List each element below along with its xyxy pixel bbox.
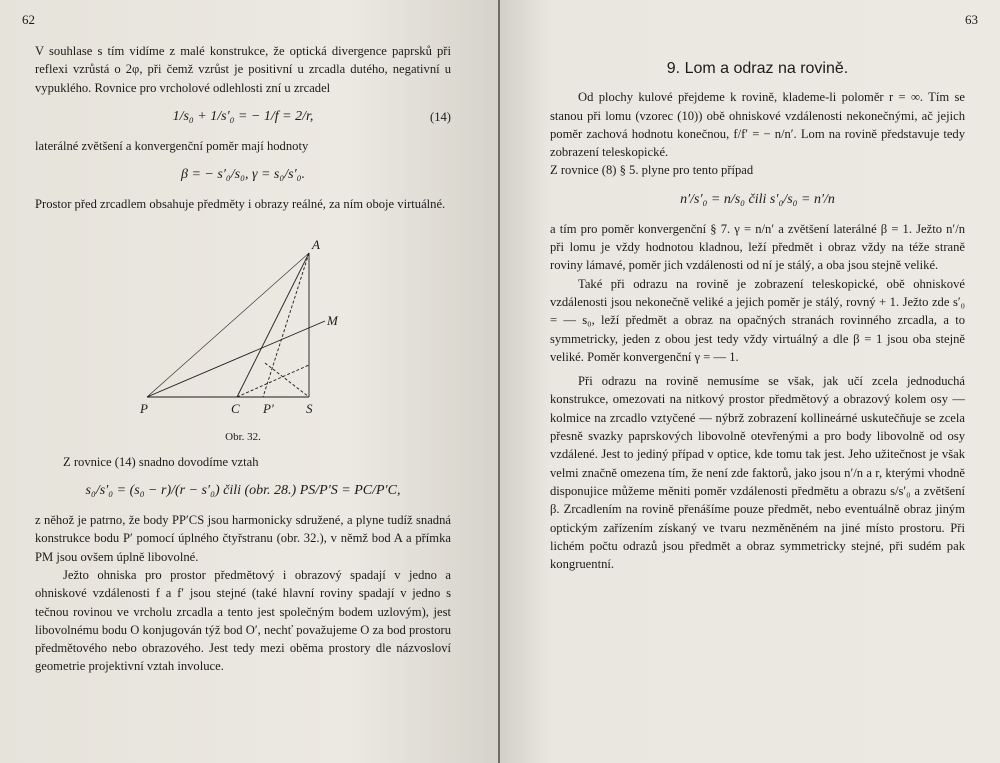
paragraph: a tím pro poměr konvergenční § 7. γ = n/n′ a zvětšení laterálné β = 1. Ježto n′/n při lomu je vždy hodnotou kladnou, leží předmět i obraz vždy na téže straně roviny lámavé, poměr jich vzdálenosti od ní je stálý, a oba jsou stejně veliké. xyxy=(550,221,965,273)
paragraph: laterálné zvětšení a konvergenční poměr mají hodnoty xyxy=(35,138,309,153)
line-dashed-2 xyxy=(237,365,309,397)
equation-14 xyxy=(35,100,451,134)
label-A: A xyxy=(312,237,320,253)
paragraph: Od plochy kulové přejdeme k rovině, klademe-li poloměr r = ∞. Tím se stanou při lomu (vzorec (10)) obě ohniskové vzdálenosti nekonečnými, ač jejich poměr zachová hodnotu konečnou, f/f′ = − n/n′. Lom na rovině představuje tedy zobrazení teleskopické. xyxy=(550,90,965,160)
equation-plane-refraction xyxy=(550,183,965,217)
left-page xyxy=(0,0,498,763)
figure-diagram xyxy=(35,213,451,428)
equation-harmonic xyxy=(35,474,451,508)
page-number: 62 xyxy=(22,12,35,27)
paragraph: Také při odrazu na rovině je zobrazení teleskopické, obě ohniskové vzdálenosti jsou nekonečně veliké a jejich poměr je stálý, rovný + 1. Ježto zde s′₀ = — s₀, leží předmět a obraz na opačných stranách rovinného zrcadla, a to symmetricky, jeden z obou jest tedy vždy virtuálný a dle β = 1 jsou oba stejně veliké. Poměr konvergenční γ = — 1. xyxy=(550,276,965,364)
line-P-M xyxy=(147,321,325,397)
line-dashed-1 xyxy=(263,253,309,397)
figure-32 xyxy=(35,213,451,428)
paragraph: Z rovnice (8) § 5. plyne pro tento případ xyxy=(550,163,754,178)
figure-caption: Obr. 32. xyxy=(225,431,261,444)
equation-text: n′/s′₀ = n/s₀ čili s′₀/s₀ = n′/n xyxy=(680,191,835,207)
equation-text: 1/s₀ + 1/s′₀ = − 1/f = 2/r, xyxy=(172,108,314,124)
paragraph: Prostor před zrcadlem obsahuje předměty i obrazy reálné, za ním oboje virtuálné. xyxy=(35,197,446,212)
paragraph: Z rovnice (14) snadno dovodíme vztah xyxy=(63,454,259,469)
page-number: 63 xyxy=(965,12,978,27)
paragraph: Ježto ohniska pro prostor předmětový i obrazový spadají v jedno a ohniskové vzdálenosti f a f′ jsou stejné (také hlavní roviny spadají v jedno s tečnou rovinou ve vrcholu zrcadla a tento jest společným bodem uzlovým), jest libovolnému bodu O konjugován týž bod O′, nechť považujeme O za bod prostoru předmětového nebo obrazového. Jest tedy mezi oběma prostory dle názvosloví geometrie projektivní vztah involuce. xyxy=(35,567,451,674)
line-C-A xyxy=(237,253,309,397)
equation-text: β = − s′₀/s₀, γ = s₀/s′₀. xyxy=(181,167,305,183)
left-page-content xyxy=(35,42,451,676)
equation-number: (14) xyxy=(430,109,451,124)
equation-text: s₀/s′₀ = (s₀ − r)/(r − s′₀) čili (obr. 28.) PS/P′S = PC/P′C, xyxy=(85,482,401,498)
right-page-content xyxy=(550,60,965,573)
paragraph: z něhož je patrno, že body PP′CS jsou harmonicky sdružené, a plyne tudíž snadná konstrukce bodu P′ pomocí úplného čtyřstranu (obr. 32.), v němž bod A a přímka PM jsou ovšem úplně libovolné. xyxy=(35,513,451,564)
label-S: S xyxy=(306,401,313,417)
right-page xyxy=(500,0,1000,763)
paragraph: Při odrazu na rovině nemusíme se však, jak učí zcela jednoduchá konstrukce, omezovati na nitkový prostor předmětový a obrazový kolem osy — kolmice na zrcadlo vztyčené — nýbrž zobrazení kollineárné uskutečňuje se zcela přesně svazky paprskových libovolně otevřenými a pro body libovolně od osy vzdálené. Jest to jediný případ v optice, kde tomu tak jest. Jeho užitečnost je však velmi značně omezena tím, že není zde faktorů, jako jsou n′/n a r, kterými vhodně disponujice můžeme měniti poměr vzdálenosti předmětu a obrazu s/s′₀ a zvětšení β. Zrcadlením na rovině přenášíme pouze předmět, nebo eventuálně obraz jiným optickým zařízením získaný ve tvaru nezměněném na jiné místo prostoru. Při lichém počtu odrazů jsou předmět a obraz symmetricky stejné, při sudém pak kongruentní. xyxy=(550,374,965,572)
label-P-prime: P′ xyxy=(263,401,274,417)
section-title: 9. Lom a odraz na rovině. xyxy=(666,60,849,77)
label-P: P xyxy=(140,401,148,417)
label-M: M xyxy=(327,313,338,329)
equation-beta-gamma xyxy=(35,158,451,192)
paragraph: V souhlase s tím vidíme z malé konstrukce, že optická divergence paprsků při reflexi vzrůstá o 2φ, při čemž vzrůst je positivní u zrcadla dutého, negativní u vypuklého. Rovnice pro vrcholové odlehlosti zní u zrcadel xyxy=(35,44,451,95)
label-C: C xyxy=(231,401,240,417)
